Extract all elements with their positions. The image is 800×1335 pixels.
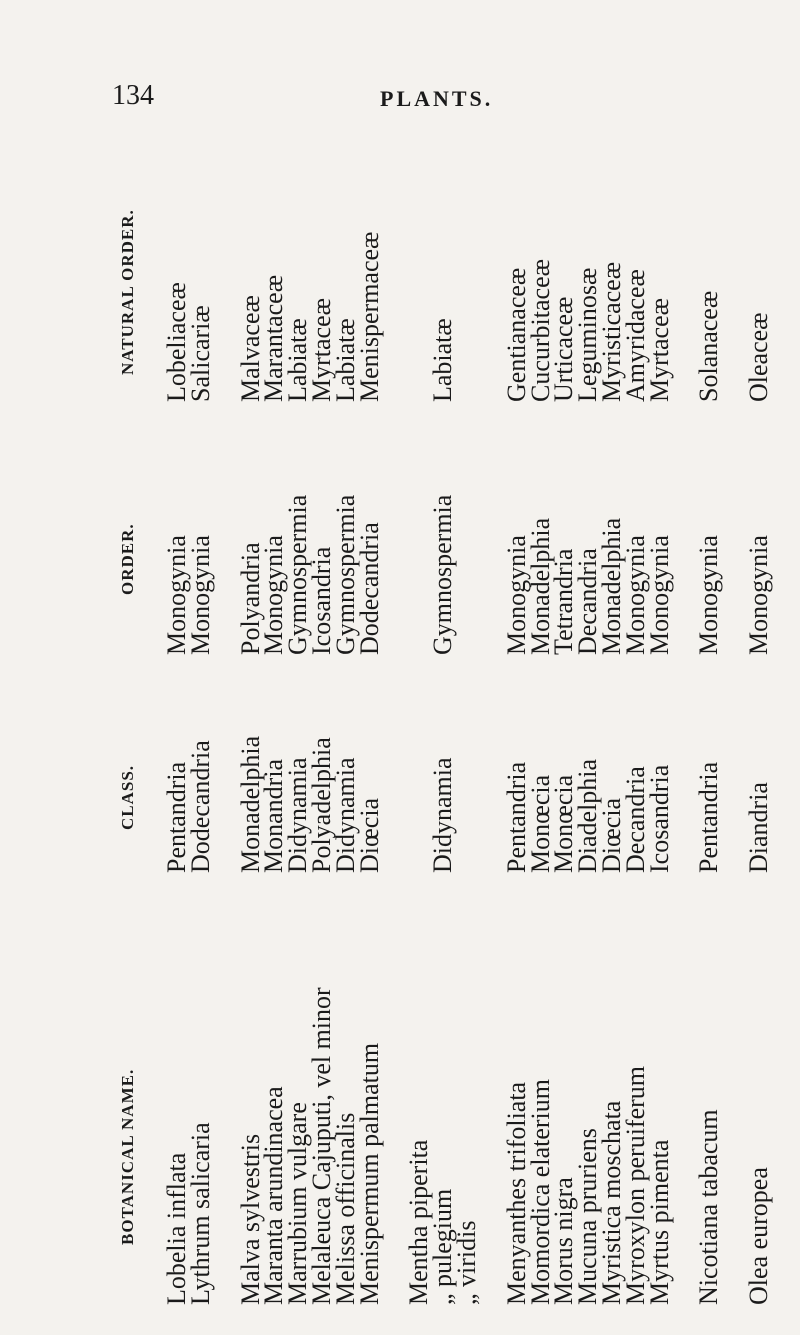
column-header-botanical: BOTANICAL NAME. <box>118 1068 137 1245</box>
botanical-name-cell: Mentha piperita <box>404 1139 434 1305</box>
running-title: PLANTS. <box>380 86 494 111</box>
order-cell: Polyandria <box>235 542 265 655</box>
table-row <box>451 135 481 1305</box>
column-header-order: ORDER. <box>118 523 137 595</box>
class-cell: Monadelphia <box>235 735 265 873</box>
botanical-name-cell: Nicotiana tabacum <box>694 1109 724 1305</box>
natural-order-cell: Labiatæ <box>428 318 458 402</box>
order-cell: Monadelphia <box>596 517 626 655</box>
plants-table <box>110 135 774 1305</box>
botanical-name-cell: Lobelia inflata <box>162 1152 191 1305</box>
order-cell: Gymnospermia <box>330 494 360 655</box>
class-cell: Pentandria <box>162 761 191 873</box>
class-cell: Decandria <box>620 766 650 873</box>
column-header-natural-order: NATURAL ORDER. <box>118 209 137 375</box>
natural-order-cell: Labiatæ <box>330 318 360 402</box>
order-cell: Tetrandria <box>549 548 579 655</box>
class-cell: Monœcia <box>549 774 579 873</box>
natural-order-cell: Labiatæ <box>283 318 313 402</box>
natural-order-cell: Amyridaceæ <box>620 269 650 402</box>
class-cell: Diadelphia <box>573 758 603 873</box>
botanical-name-cell: Myristica moschata <box>596 1100 626 1305</box>
class-cell: Icosandria <box>644 764 674 873</box>
natural-order-cell: Malvaceæ <box>235 295 265 402</box>
botanical-name-cell: Morus nigra <box>549 1177 579 1305</box>
order-cell: Monogynia <box>620 535 650 655</box>
order-cell: Monogynia <box>185 535 215 655</box>
order-cell: Gymnospermia <box>428 494 458 655</box>
table-row <box>620 135 650 1305</box>
class-cell: Diœcia <box>354 797 384 873</box>
natural-order-cell: Myrtaceæ <box>644 298 674 402</box>
class-cell: Pentandria <box>501 761 531 873</box>
natural-order-cell: Lobeliaceæ <box>162 282 191 402</box>
class-cell: Monœcia <box>525 774 555 873</box>
table-row <box>744 135 774 1305</box>
class-cell: Didynamia <box>428 757 458 873</box>
page-number: 134 <box>112 80 154 111</box>
natural-order-cell: Urticaceæ <box>549 296 579 402</box>
table-row <box>185 135 215 1305</box>
table-row <box>330 135 360 1305</box>
botanical-name-cell: „ viridis <box>451 1220 481 1305</box>
natural-order-cell: Cucurbitaceæ <box>525 259 555 402</box>
botanical-name-cell: Momordica elaterium <box>525 1079 555 1305</box>
class-cell: Monandria <box>259 758 289 873</box>
order-cell: Monogynia <box>744 535 774 655</box>
class-cell: Didynamia <box>330 757 360 873</box>
natural-order-cell: Myristicaceæ <box>596 261 626 402</box>
order-cell: Monogynia <box>162 535 191 655</box>
natural-order-cell: Oleaceæ <box>744 312 774 402</box>
order-cell: Icosandria <box>306 546 336 655</box>
botanical-name-cell: Marrubium vulgare <box>283 1102 313 1305</box>
table-row <box>501 135 531 1305</box>
botanical-name-cell: Menyanthes trifoliata <box>501 1081 531 1305</box>
natural-order-cell: Gentianaceæ <box>501 267 531 402</box>
natural-order-cell: Solanaceæ <box>694 290 724 402</box>
class-cell: Diandria <box>744 782 774 873</box>
class-cell: Dodecandria <box>185 740 215 873</box>
botanical-name-cell: Maranta arundinacea <box>259 1086 289 1305</box>
order-cell: Gymnospermia <box>283 494 313 655</box>
class-cell: Polyadelphia <box>306 737 336 873</box>
botanical-name-cell: Myroxylon peruiferum <box>620 1065 650 1305</box>
order-cell: Monogynia <box>501 535 531 655</box>
table-row <box>428 135 458 1305</box>
class-cell: Didynamia <box>283 757 313 873</box>
order-cell: Monadelphia <box>525 517 555 655</box>
natural-order-cell: Marantaceæ <box>259 274 289 402</box>
botanical-name-cell: Malva sylvestris <box>235 1133 265 1305</box>
order-cell: Decandria <box>573 548 603 655</box>
order-cell: Monogynia <box>694 535 724 655</box>
botanical-name-cell: Lythrum salicaria <box>185 1122 215 1305</box>
botanical-name-cell: Melissa officinalis <box>330 1112 360 1305</box>
order-cell: Dodecandria <box>354 522 384 655</box>
botanical-name-cell: Melaleuca Cajuputi, vel minor <box>306 987 336 1305</box>
table-header <box>110 135 150 1305</box>
column-header-class: CLASS. <box>118 764 137 830</box>
table-body <box>162 135 774 1305</box>
page-header <box>0 80 800 120</box>
order-cell: Monogynia <box>644 535 674 655</box>
botanical-name-cell: Menispermum palmatum <box>354 1042 384 1305</box>
natural-order-cell: Myrtaceæ <box>306 298 336 402</box>
table-row <box>644 135 674 1305</box>
class-cell: Pentandria <box>694 761 724 873</box>
natural-order-cell: Salicariæ <box>185 305 215 402</box>
natural-order-cell: Leguminosæ <box>573 267 603 402</box>
table-row <box>354 135 384 1305</box>
class-cell: Diœcia <box>596 797 626 873</box>
botanical-name-cell: Olea europea <box>744 1167 774 1305</box>
order-cell: Monogynia <box>259 535 289 655</box>
botanical-name-cell: Mucuna pruriens <box>573 1128 603 1305</box>
table-row <box>694 135 724 1305</box>
botanical-name-cell: „ pulegium <box>428 1188 458 1305</box>
botanical-name-cell: Myrtus pimenta <box>644 1139 674 1305</box>
natural-order-cell: Menispermaceæ <box>354 231 384 402</box>
table-row <box>404 135 434 1305</box>
